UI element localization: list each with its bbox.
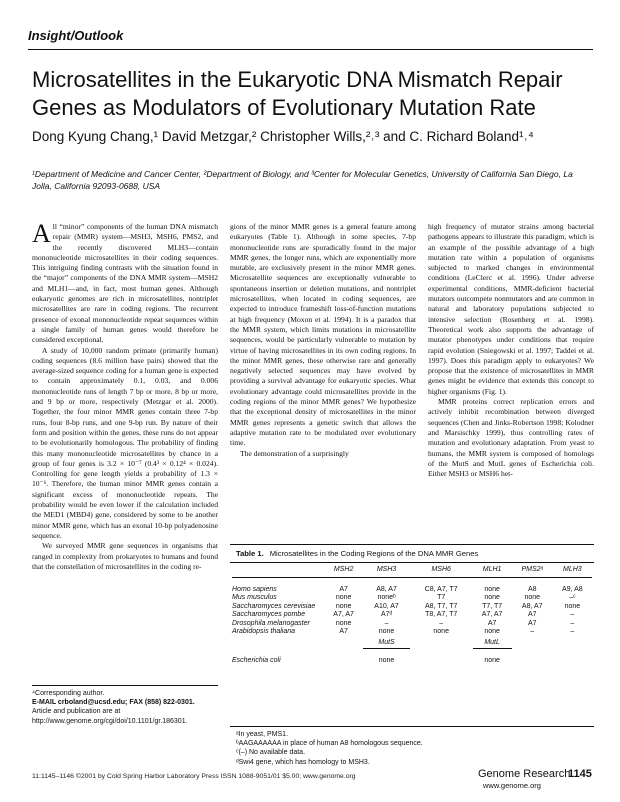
table-cell: none	[335, 619, 352, 627]
table-cell: A7	[339, 586, 348, 593]
table-header-cell: MLH1	[473, 565, 512, 578]
organism-cell: Mus musculus	[232, 594, 277, 602]
table-number: Table 1.	[236, 549, 264, 558]
table-row	[232, 628, 592, 636]
body-column-1	[32, 219, 218, 572]
corresponding-author-label: ⁴Corresponding author.	[32, 690, 105, 697]
table-header-cell: MSH3	[363, 565, 410, 578]
table-cell: T8, A7, T7	[425, 611, 458, 619]
table-cell: T7, T7	[482, 602, 503, 610]
table-row	[232, 603, 592, 611]
table-cell: C8, A7, T7	[424, 586, 458, 593]
table-cell: none	[433, 628, 449, 636]
table-cell: none	[484, 656, 500, 664]
table-cell: none	[484, 586, 500, 593]
table-cell: none	[524, 594, 541, 602]
correspondence-footnote	[32, 689, 218, 726]
table-cell: T7	[437, 594, 446, 602]
table-caption	[236, 549, 478, 558]
section-label: Insight/Outlook	[28, 28, 124, 43]
group-label-row	[232, 636, 592, 648]
table-cell: –ᶜ	[569, 594, 576, 602]
table-cell: none	[378, 628, 395, 636]
table-row	[232, 586, 592, 594]
table-header-cell: PMS2ᵃ	[512, 565, 553, 578]
paragraph: MMR proteins correct replication errors and actively inhibit recombination between diverged sequences (Chen and Jinks-Robertson 1998; Kolodner and Marsischky 1999), thus controlling rates of mutation and evolutionary adaptation. From yeast to humans, the MMR system is composed of homologs of the MutS and MutL genes of Escherichia coli. Either MSH3 or MSH6 het-	[428, 397, 594, 479]
paragraph: A study of 10,000 random primate (primarily human) coding sequences (8.6 million base pairs) showed that the average-sized sequence coding for a human gene is expected to contain approximately 0.1, 0.03, and 0.006 mononucleotide runs of length 7 bp or more, 8 bp or more, and 9 bp or more, respectively (Metzgar et al. 2000). Together, the four minor MMR genes contain three 7-bp runs, four 8-bp runs, and one 9-bp run. By nature of their form and position within the genes, these runs do not appear to be evolutionarily homologous. The probability of finding this many mononucleotide microsatellites by chance in a group of four genes is 3.2 × 10⁻⁷ (0.4³ × 0.12⁴ × 0.024). Controlling for gene length yields a probability of 1.3 × 10⁻⁶. Therefore, the human minor MMR genes contain a significant excess of mononucleotide repeats. The probability would be even lower if the calculation included the MED1 (MBD4) gene, considered by some to be another minor MMR gene, which has an exonal 10-bp polyadenosine sequence.	[32, 345, 218, 540]
table-cell: A7, A7	[481, 611, 503, 619]
table-cell: A9, A8	[562, 586, 583, 593]
table-cell: –	[439, 619, 444, 627]
table-row	[232, 611, 592, 619]
table-header-row	[232, 565, 592, 578]
table-cell: A8, A7	[521, 602, 543, 610]
table-row	[232, 657, 592, 665]
table-cell: A8, A7	[376, 586, 397, 593]
table-cell: –	[530, 628, 535, 636]
table-cell: –	[384, 619, 389, 627]
citation-line: 11:1145–1146 ©2001 by Cold Spring Harbor Laboratory Press ISSN 1088-9051/01 $5.00; www.genome.org	[32, 773, 356, 780]
table-top-rule	[230, 544, 594, 545]
table-cell: –	[570, 619, 575, 627]
table-footnote: ᵃIn yeast, PMS1.	[236, 731, 289, 738]
table-header-cell: MLH3	[553, 565, 592, 578]
table-footnote: ᵈSwi4 gene, which has homology to MSH3.	[236, 758, 370, 766]
table-cell: none	[564, 602, 581, 610]
table-cell: A10, A7	[374, 602, 399, 610]
body-column-3	[428, 222, 594, 479]
table-row	[232, 620, 592, 628]
table-header-cell: MSH2	[324, 565, 363, 578]
article-title: Microsatellites in the Eukaryotic DNA Mismatch Repair Genes as Modulators of Evolutionary Mutation Rate	[32, 67, 563, 120]
organism-cell: Homo sapiens	[232, 586, 277, 593]
table-cell: A7, A7	[333, 611, 354, 619]
body-column-2	[230, 222, 416, 459]
organism-cell: Escherichia coli	[232, 656, 281, 664]
table-cell: –	[570, 628, 575, 636]
table-footnotes	[236, 730, 592, 767]
table-caption-rule	[230, 562, 594, 563]
table-header-cell	[232, 565, 324, 578]
footnote-rule	[32, 685, 218, 686]
table-footnote: ᵇAAGAAAAAA in place of human A8 homologous sequence.	[236, 740, 423, 748]
table-cell: A7	[527, 611, 537, 619]
table-cell: none	[484, 628, 500, 636]
table-cell: A7	[339, 628, 348, 636]
journal-name: Genome Research	[478, 768, 571, 780]
table-cell: –	[570, 611, 575, 619]
paragraph-text: ll “minor” components of the human DNA mismatch repair (MMR) system—MSH3, MSH6, PMS2, and the recently discovered MLH3—contain mononucleotide microsatellites in their coding sequences. This intriguing finding contrasts with the situation found in the “major” components of the DNA MMR system—MSH2 and MLH1—and, in fact, most human genes. Although eukaryotic genomes are rich in microsatellites, nontriplet microsatellites are rare in coding regions. The recurrent presence of exonal mononucleotide repeat sequences within a single family of human genes would therefore be considered exceptional.	[32, 222, 218, 345]
table-bottom-rule	[230, 726, 594, 727]
table-cell: noneᵇ	[377, 594, 396, 602]
table-header-cell: MSH6	[410, 565, 473, 578]
paragraph: gions of the minor MMR genes is a general feature among eukaryotes (Table 1). Although in some species, 7-bp mononucleotide runs are sporadically found in the major MMR genes, the longer runs, which are exponentially more mutable, are exclusively present in the minor MMR genes. Microsatellite sequences are exceptionally vulnerable to spontaneous insertion or deletion mutations, and nontriplet microsatellites, when located in coding sequences, are expected to introduce frameshift loss-of-function mutations at high frequency (Moxon et al. 1994). It is a paradox that the MMR system, which limits mutations in microsatellite sequences, would be particularly vulnerable to mutation by virtue of having microsatellites in its own coding regions. In the minor MMR genes, these otherwise rare and generally negatively selected sequences may have evolved by providing a survival advantage for eukaryotic species. What evolutionary advantage could microsatellites provide in the coding regions of the minor MMR genes? We hypothesize that the exceptional density of microsatellites in the minor MMR genes represents a genetic switch that allows the adaptive mutation rate to be modulated over evolutionary time.	[230, 222, 416, 448]
table-row	[232, 594, 592, 602]
header-rule	[28, 49, 593, 50]
article-url-note[interactable]: Article and publication are at http://www.genome.org/cgi/doi/10.1101/gr.186301.	[32, 708, 188, 725]
table-cell: none	[335, 594, 352, 602]
muts-group-label: MutS	[363, 636, 410, 648]
table-footnote: ᶜ(–) No available data.	[236, 749, 306, 757]
drop-cap: A	[32, 219, 51, 248]
corresponding-email[interactable]: E-MAIL crboland@ucsd.edu; FAX (858) 822-0301.	[32, 699, 195, 707]
table-cell: A7	[527, 619, 537, 627]
table-caption-text: Microsatellites in the Coding Regions of the DNA MMR Genes	[269, 549, 479, 558]
table-cell: none	[378, 656, 395, 664]
table-cell: none	[335, 602, 352, 610]
table-cell: A7	[487, 619, 497, 627]
mutl-group-label: MutL	[473, 636, 512, 648]
paragraph: We surveyed MMR gene sequences in organisms that ranged in complexity from prokaryotes to humans and found that the constellation of microsatellites in the coding re-	[32, 541, 218, 571]
table-cell: A8, T7, T7	[424, 602, 458, 610]
organism-cell: Drosophila melanogaster	[232, 619, 310, 627]
organism-cell: Saccharomyces pombe	[232, 611, 306, 619]
paragraph: high frequency of mutator strains among bacterial pathogens appears to illustrate this paradigm, which is an example of the possible advantage of a high mutation rate within a population of organisms subjected to marked changes in environmental conditions (LeClerc et al. 1996). Under adverse experimental conditions, MMR-deficient bacterial mutators outcompete nonmutators and are common in natural and laboratory populations subjected to intensive selection (Rosenberg et al. 1998). Theoretical work also supports the advantage of mutator phenotypes under conditions that require rapid evolution (Sniegowski et al. 1997; Taddei et al. 1997). Does this paradigm apply to eukaryotes? We propose that the existence of microsatellites in MMR genes might be evidence that extends this concept to higher organisms (Fig. 1).	[428, 222, 594, 396]
author-affiliations: ¹Department of Medicine and Cancer Center, ²Department of Biology, and ³Center for Molecular Genetics, University of California San Diego, La Jolla, California 92093-0688, USA	[32, 169, 573, 191]
journal-url[interactable]: www.genome.org	[483, 781, 541, 790]
table-cell: none	[484, 594, 500, 602]
article-authors: Dong Kyung Chang,¹ David Metzgar,² Christopher Wills,²˒³ and C. Richard Boland¹˒⁴	[32, 129, 534, 144]
organism-cell: Saccharomyces cerevisiae	[232, 602, 316, 610]
table-cell: A8	[527, 586, 537, 593]
paragraph	[32, 219, 218, 346]
mmr-microsatellite-table	[232, 565, 592, 665]
table-cell: A7ᵈ	[380, 611, 393, 619]
page-number: 1145	[568, 768, 592, 780]
paragraph: The demonstration of a surprisingly	[240, 448, 349, 458]
organism-cell: Arabidopsis thaliana	[232, 628, 296, 636]
